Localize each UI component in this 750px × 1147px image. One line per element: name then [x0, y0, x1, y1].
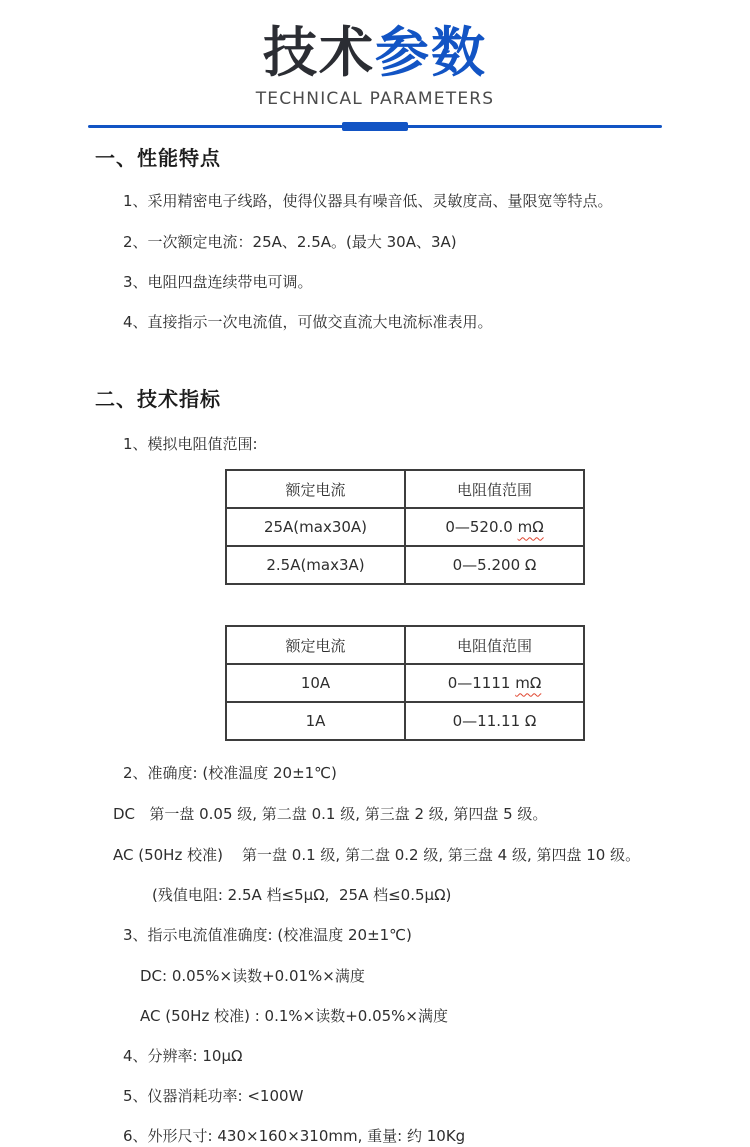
resistance-range-table-2	[225, 625, 585, 741]
feature-item-4: 4、直接指示一次电流值，可做交直流大电流标准表用。	[123, 313, 493, 332]
spec-item-5: 5、仪器消耗功率: <100W	[123, 1087, 304, 1106]
table1-header-range: 电阻值范围	[405, 470, 584, 508]
table2-row1-range	[405, 664, 584, 702]
resistance-range-table-1	[225, 469, 585, 585]
feature-item-1: 1、采用精密电子线路，使得仪器具有噪音低、灵敏度高、量限宽等特点。	[123, 192, 613, 211]
feature-item-2: 2、一次额定电流：25A、2.5A。(最大 30A、3A)	[123, 233, 457, 252]
page-title	[0, 21, 750, 84]
table1-row1-current: 25A(max30A)	[226, 508, 405, 546]
page-subtitle: TECHNICAL PARAMETERS	[255, 89, 495, 110]
divider-center-block	[342, 122, 408, 131]
table-row	[226, 508, 584, 546]
table2-row2-range	[405, 702, 584, 740]
title-part-dark: 技术	[263, 21, 375, 84]
table-row	[226, 702, 584, 740]
table-row	[226, 546, 584, 584]
title-part-blue: 参数	[375, 21, 487, 84]
spec-item-3-ac: AC (50Hz 校准) : 0.1%×读数+0.05%×满度	[140, 1007, 449, 1026]
table1-row1-range	[405, 508, 584, 546]
section1-heading: 一、性能特点	[95, 146, 221, 171]
table1-row1-range-unit: mΩ	[517, 518, 544, 537]
page-header	[0, 0, 750, 131]
table2-row2-range-value: 0—11.11	[452, 712, 525, 731]
spec-item-2-dc: DC 第一盘 0.05 级, 第二盘 0.1 级, 第三盘 2 级, 第四盘 5 级。	[113, 805, 548, 824]
table2-header-current: 额定电流	[226, 626, 405, 664]
header-divider	[88, 122, 662, 131]
spec-item-2-ac: AC (50Hz 校准) 第一盘 0.1 级, 第二盘 0.2 级, 第三盘 4 级, 第四盘 10 级。	[113, 846, 641, 865]
table2-header-row	[226, 626, 584, 664]
spec-item-2-label: 2、准确度: (校准温度 20±1℃)	[123, 764, 337, 783]
spec-item-3-label: 3、指示电流值准确度: (校准温度 20±1℃)	[123, 926, 412, 945]
table1-row2-current: 2.5A(max3A)	[226, 546, 405, 584]
table2-row2-range-unit: Ω	[524, 712, 537, 731]
table2-row1-current: 10A	[226, 664, 405, 702]
content	[0, 142, 750, 1147]
table1-row2-range-unit: Ω	[524, 556, 537, 575]
spec-item-6: 6、外形尺寸: 430×160×310mm, 重量: 约 10Kg	[123, 1127, 466, 1146]
table2-row1-range-unit: mΩ	[515, 674, 542, 693]
table2-row2-current: 1A	[226, 702, 405, 740]
spec-item-2-residual: (残值电阻: 2.5A 档≤5μΩ, 25A 档≤0.5μΩ)	[152, 886, 452, 905]
table-row	[226, 664, 584, 702]
table2-row1-range-value: 0—1111	[447, 674, 516, 693]
table1-row2-range	[405, 546, 584, 584]
table1-header-row	[226, 470, 584, 508]
table1-header-current: 额定电流	[226, 470, 405, 508]
spec-item-1-label: 1、模拟电阻值范围:	[123, 435, 258, 454]
spec-item-4: 4、分辨率: 10μΩ	[123, 1047, 243, 1066]
table1-row1-range-value: 0—520.0	[445, 518, 518, 537]
table1-row2-range-value: 0—5.200	[452, 556, 525, 575]
feature-item-3: 3、电阻四盘连续带电可调。	[123, 273, 313, 292]
table2-header-range: 电阻值范围	[405, 626, 584, 664]
spec-item-3-dc: DC: 0.05%×读数+0.01%×满度	[140, 967, 365, 986]
section2-heading: 二、技术指标	[95, 387, 221, 412]
